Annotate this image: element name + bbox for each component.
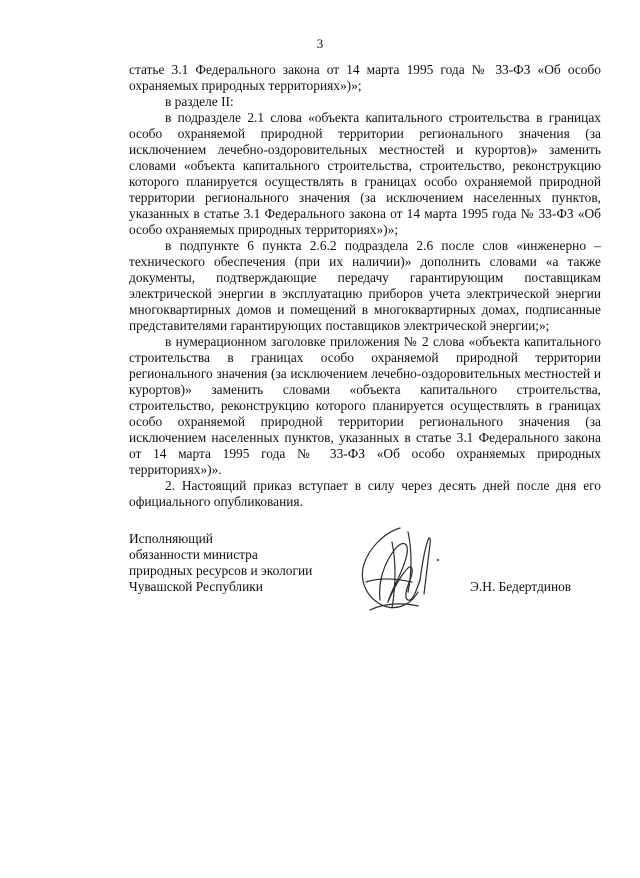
signatory-name: Э.Н. Бедертдинов xyxy=(470,579,572,594)
page-number: 3 xyxy=(316,36,324,51)
signatory-title-line: Чувашской Республики xyxy=(129,579,263,594)
signatory-title xyxy=(129,531,312,595)
paragraph-section-ii: в разделе II: xyxy=(165,94,234,109)
paragraph-effective-date: 2. Настоящий приказ вступает в силу через десять дней после дня его официального опубликования. xyxy=(129,478,601,509)
paragraph-subitem-2-6-2: в подпункте 6 пункта 2.6.2 подраздела 2.6 после слов «инженерно – технического обеспечения (при их наличии)» дополнить словами «а также документы, подтверждающие передачу гарантирующим поставщикам электрической энергии в эксплуатацию приборов учета электрической энергии многоквартирных домов и помещений в многоквартирных домах, подписанные представителями гарантирующих поставщиков электрической энергии;»; xyxy=(129,238,601,333)
signatory-title-line: обязанности министра xyxy=(129,547,258,562)
signatory-title-line: Исполняющий xyxy=(129,531,213,546)
paragraph-appendix-2-heading: в нумерационном заголовке приложения № 2 слова «объекта капитального строительства в границах особо охраняемой природной территории регионального значения (за исключением лечебно-оздоровительных местностей и курортов)» заменить словами «объекта капитального строительства, строительство, реконструкцию которого планируется осуществлять в границах особо охраняемой природной территории регионального значения (за исключением населенных пунктов, указанных в статье 3.1 Федерального закона от 14 марта 1995 года № 33-ФЗ «Об особо охраняемых природных территориях»)». xyxy=(129,334,601,477)
paragraph-continuation: статье 3.1 Федерального закона от 14 марта 1995 года № 33-ФЗ «Об особо охраняемых природных территориях»)»; xyxy=(129,62,601,93)
handwritten-signature xyxy=(348,522,443,620)
signatory-title-line: природных ресурсов и экологии xyxy=(129,563,313,578)
document-body xyxy=(129,62,601,510)
paragraph-subsection-2-1: в подразделе 2.1 слова «объекта капитального строительства в границах особо охраняемой природной территории регионального значения (за исключением лечебно-оздоровительных местностей и курортов)» заменить словами «объекта капитального строительства, строительство, реконструкцию которого планируется осуществлять в границах особо охраняемой природной территории регионального значения (за исключением населенных пунктов, указанных в статье 3.1 Федерального закона от 14 марта 1995 года № 33-ФЗ «Об особо охраняемых природных территориях»)»; xyxy=(129,110,601,237)
